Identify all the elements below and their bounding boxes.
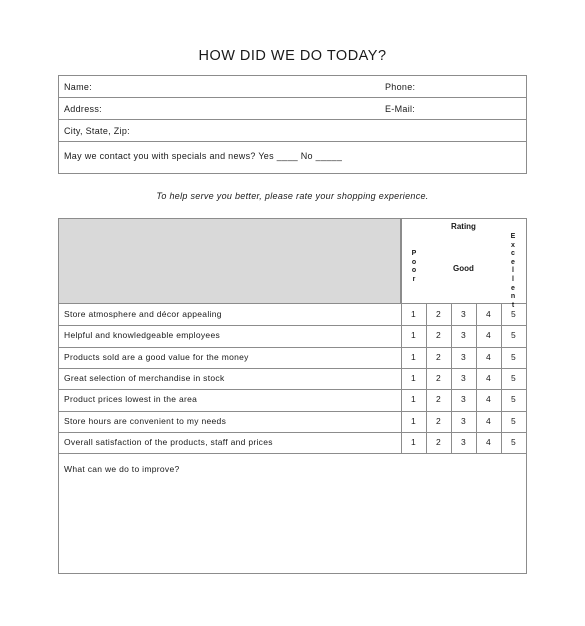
rating-option-3[interactable]: 3 xyxy=(460,372,467,383)
rating-option-4[interactable]: 4 xyxy=(485,436,492,447)
rating-option-4[interactable]: 4 xyxy=(485,330,492,341)
address-field[interactable]: Address: xyxy=(64,104,102,114)
column-divider xyxy=(401,219,402,453)
page-title: HOW DID WE DO TODAY? xyxy=(198,48,387,64)
excellent-label xyxy=(509,233,517,310)
question-text: Products sold are a good value for the money xyxy=(64,351,249,362)
excellent-letter: t xyxy=(511,301,515,309)
contact-info-box xyxy=(58,75,527,174)
contact-permission-question[interactable]: May we contact you with specials and news? Yes ____ No _____ xyxy=(64,151,343,161)
rating-option-5[interactable]: 5 xyxy=(510,351,517,362)
column-divider xyxy=(426,304,427,453)
rating-option-2[interactable]: 2 xyxy=(435,309,442,319)
column-divider xyxy=(476,304,477,453)
improve-question[interactable]: What can we do to improve? xyxy=(64,464,180,474)
excellent-letter: c xyxy=(511,250,515,258)
rating-option-4[interactable]: 4 xyxy=(485,394,492,405)
excellent-letter: E xyxy=(510,233,516,240)
name-field[interactable]: Name: xyxy=(64,82,93,92)
question-text: Overall satisfaction of the products, staff and prices xyxy=(64,436,273,447)
rating-option-2[interactable]: 2 xyxy=(435,330,442,341)
column-divider xyxy=(501,304,502,453)
excellent-letter: l xyxy=(512,275,514,283)
rating-option-4[interactable]: 4 xyxy=(485,372,492,383)
question-text: Great selection of merchandise in stock xyxy=(64,372,225,383)
question-row xyxy=(59,325,526,346)
rating-option-3[interactable]: 3 xyxy=(460,394,467,405)
rating-option-1[interactable]: 1 xyxy=(410,436,417,447)
rating-option-5[interactable]: 5 xyxy=(510,436,517,447)
contact-row-address-email xyxy=(59,98,526,120)
rating-option-4[interactable]: 4 xyxy=(485,351,492,362)
question-row xyxy=(59,368,526,389)
rating-option-2[interactable]: 2 xyxy=(435,372,442,383)
question-text: Store atmosphere and décor appealing xyxy=(64,309,222,319)
question-text: Store hours are convenient to my needs xyxy=(64,415,227,426)
rating-option-3[interactable]: 3 xyxy=(460,415,467,426)
rating-table xyxy=(58,218,527,574)
question-row xyxy=(59,347,526,368)
excellent-letter: e xyxy=(511,258,515,266)
rating-option-5[interactable]: 5 xyxy=(510,394,517,405)
poor-letter: P xyxy=(411,250,417,257)
rating-option-1[interactable]: 1 xyxy=(410,394,417,405)
contact-row-city xyxy=(59,120,526,142)
phone-field[interactable]: Phone: xyxy=(385,82,416,92)
rating-option-1[interactable]: 1 xyxy=(410,351,417,362)
question-row xyxy=(59,389,526,410)
excellent-letter: x xyxy=(511,241,515,249)
row-divider xyxy=(59,453,526,454)
question-text: Helpful and knowledgeable employees xyxy=(64,330,221,341)
rating-header-cell xyxy=(401,219,526,309)
rating-label: Rating xyxy=(451,222,476,231)
rating-option-4[interactable]: 4 xyxy=(485,309,492,319)
rating-option-5[interactable]: 5 xyxy=(510,415,517,426)
rating-option-1[interactable]: 1 xyxy=(410,330,417,341)
excellent-letter: n xyxy=(510,293,516,301)
question-row xyxy=(59,432,526,453)
question-row xyxy=(59,301,526,325)
rating-option-3[interactable]: 3 xyxy=(460,330,467,341)
excellent-letter: e xyxy=(511,284,515,292)
rating-option-2[interactable]: 2 xyxy=(435,436,442,447)
rating-option-1[interactable]: 1 xyxy=(410,372,417,383)
rating-option-5[interactable]: 5 xyxy=(510,372,517,383)
rating-option-4[interactable]: 4 xyxy=(485,415,492,426)
city-state-zip-field[interactable]: City, State, Zip: xyxy=(64,126,130,136)
rating-option-5[interactable]: 5 xyxy=(510,309,517,319)
poor-letter: o xyxy=(411,267,417,275)
column-divider xyxy=(451,304,452,453)
rating-option-5[interactable]: 5 xyxy=(510,330,517,341)
rating-option-1[interactable]: 1 xyxy=(410,415,417,426)
rating-option-2[interactable]: 2 xyxy=(435,394,442,405)
contact-row-name-phone xyxy=(59,76,526,98)
rating-option-3[interactable]: 3 xyxy=(460,436,467,447)
instruction-text: To help serve you better, please rate your shopping experience. xyxy=(156,191,429,201)
rating-option-2[interactable]: 2 xyxy=(435,351,442,362)
header-blank-cell xyxy=(59,219,401,304)
rating-option-3[interactable]: 3 xyxy=(460,309,467,319)
question-row xyxy=(59,411,526,432)
poor-letter: r xyxy=(412,275,416,283)
rating-option-2[interactable]: 2 xyxy=(435,415,442,426)
good-label: Good xyxy=(453,264,474,273)
excellent-letter: l xyxy=(512,267,514,275)
question-text: Product prices lowest in the area xyxy=(64,394,198,405)
contact-row-permission xyxy=(59,142,526,173)
email-field[interactable]: E-Mail: xyxy=(385,104,416,114)
poor-letter: o xyxy=(411,258,417,266)
rating-option-3[interactable]: 3 xyxy=(460,351,467,362)
rating-option-1[interactable]: 1 xyxy=(410,309,417,319)
